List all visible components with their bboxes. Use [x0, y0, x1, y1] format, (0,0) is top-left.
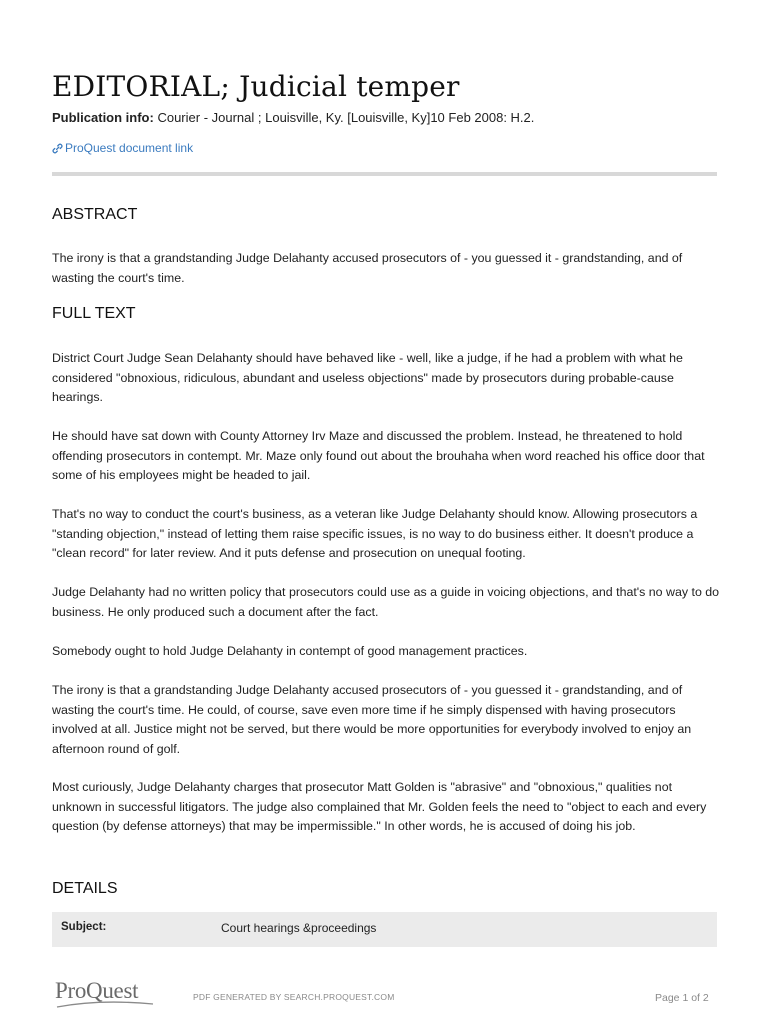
header-divider — [52, 172, 717, 176]
details-subject-row — [52, 912, 717, 947]
page-title: EDITORIAL; Judicial temper — [52, 70, 460, 103]
full-text-paragraph: Most curiously, Judge Delahanty charges that prosecutor Matt Golden is "abrasive" and "obnoxious," qualities not unknown in successful litigators. The judge also complained that Mr. Golden feels the need to "object to each and every question (by defense attorneys) that may be impermissible." In other words, he is accused of doing his job. — [52, 780, 707, 833]
details-heading: DETAILS — [52, 880, 118, 897]
abstract-heading: ABSTRACT — [52, 206, 138, 223]
footer-generated-text: PDF GENERATED BY SEARCH.PROQUEST.COM — [193, 992, 395, 1002]
proquest-logo — [55, 976, 165, 1010]
proquest-logo-text: ProQuest — [55, 978, 139, 1003]
footer-page-number: Page 1 of 2 — [655, 992, 709, 1004]
subject-value: Court hearings &proceedings — [221, 921, 377, 935]
link-icon — [52, 143, 63, 154]
full-text-paragraph: The irony is that a grandstanding Judge Delahanty accused prosecutors of - you guessed it - grandstanding, and of wasting the court's time. He could, of course, save even more time if he simply dispensed with having prosecutors involved at all. Justice might not be served, but there would be more opportunities for everybody involved to enjoy an afternoon round of golf. — [52, 683, 692, 756]
proquest-document-link[interactable] — [52, 141, 193, 155]
full-text-paragraph: Judge Delahanty had no written policy that prosecutors could use as a guide in voicing objections, and that's no way to do business. He only produced such a document after the fact. — [52, 585, 720, 619]
full-text-paragraph: He should have sat down with County Attorney Irv Maze and discussed the problem. Instead, he threatened to hold offending prosecutors in contempt. Mr. Maze only found out about the brouhaha when word reached his office door that some of his employees might be headed to jail. — [52, 429, 705, 482]
subject-label: Subject: — [61, 921, 107, 933]
full-text-heading: FULL TEXT — [52, 305, 136, 322]
abstract-text: The irony is that a grandstanding Judge Delahanty accused prosecutors of - you guessed it - grandstanding, and of wasting the court's time. — [52, 251, 683, 285]
publication-info-label: Publication info: — [52, 110, 154, 125]
full-text-paragraph: District Court Judge Sean Delahanty should have behaved like - well, like a judge, if he had a problem with what he considered "obnoxious, ridiculous, abundant and useless objections" made by prosecutors during probable-cause hearings. — [52, 351, 683, 404]
full-text-paragraph: That's no way to conduct the court's business, as a veteran like Judge Delahanty should know. Allowing prosecutors a "standing objection," instead of letting them raise specific issues, is no way to do business either. It doesn't produce a "clean record" for later review. And it puts defense and prosecution on unequal footing. — [52, 507, 698, 560]
proquest-document-link-text: ProQuest document link — [65, 141, 194, 155]
publication-info — [52, 110, 534, 125]
full-text-paragraph: Somebody ought to hold Judge Delahanty in contempt of good management practices. — [52, 644, 528, 658]
publication-info-value: Courier - Journal ; Louisville, Ky. [Louisville, Ky]10 Feb 2008: H.2. — [157, 110, 535, 125]
logo-swoosh-icon — [55, 998, 155, 1010]
